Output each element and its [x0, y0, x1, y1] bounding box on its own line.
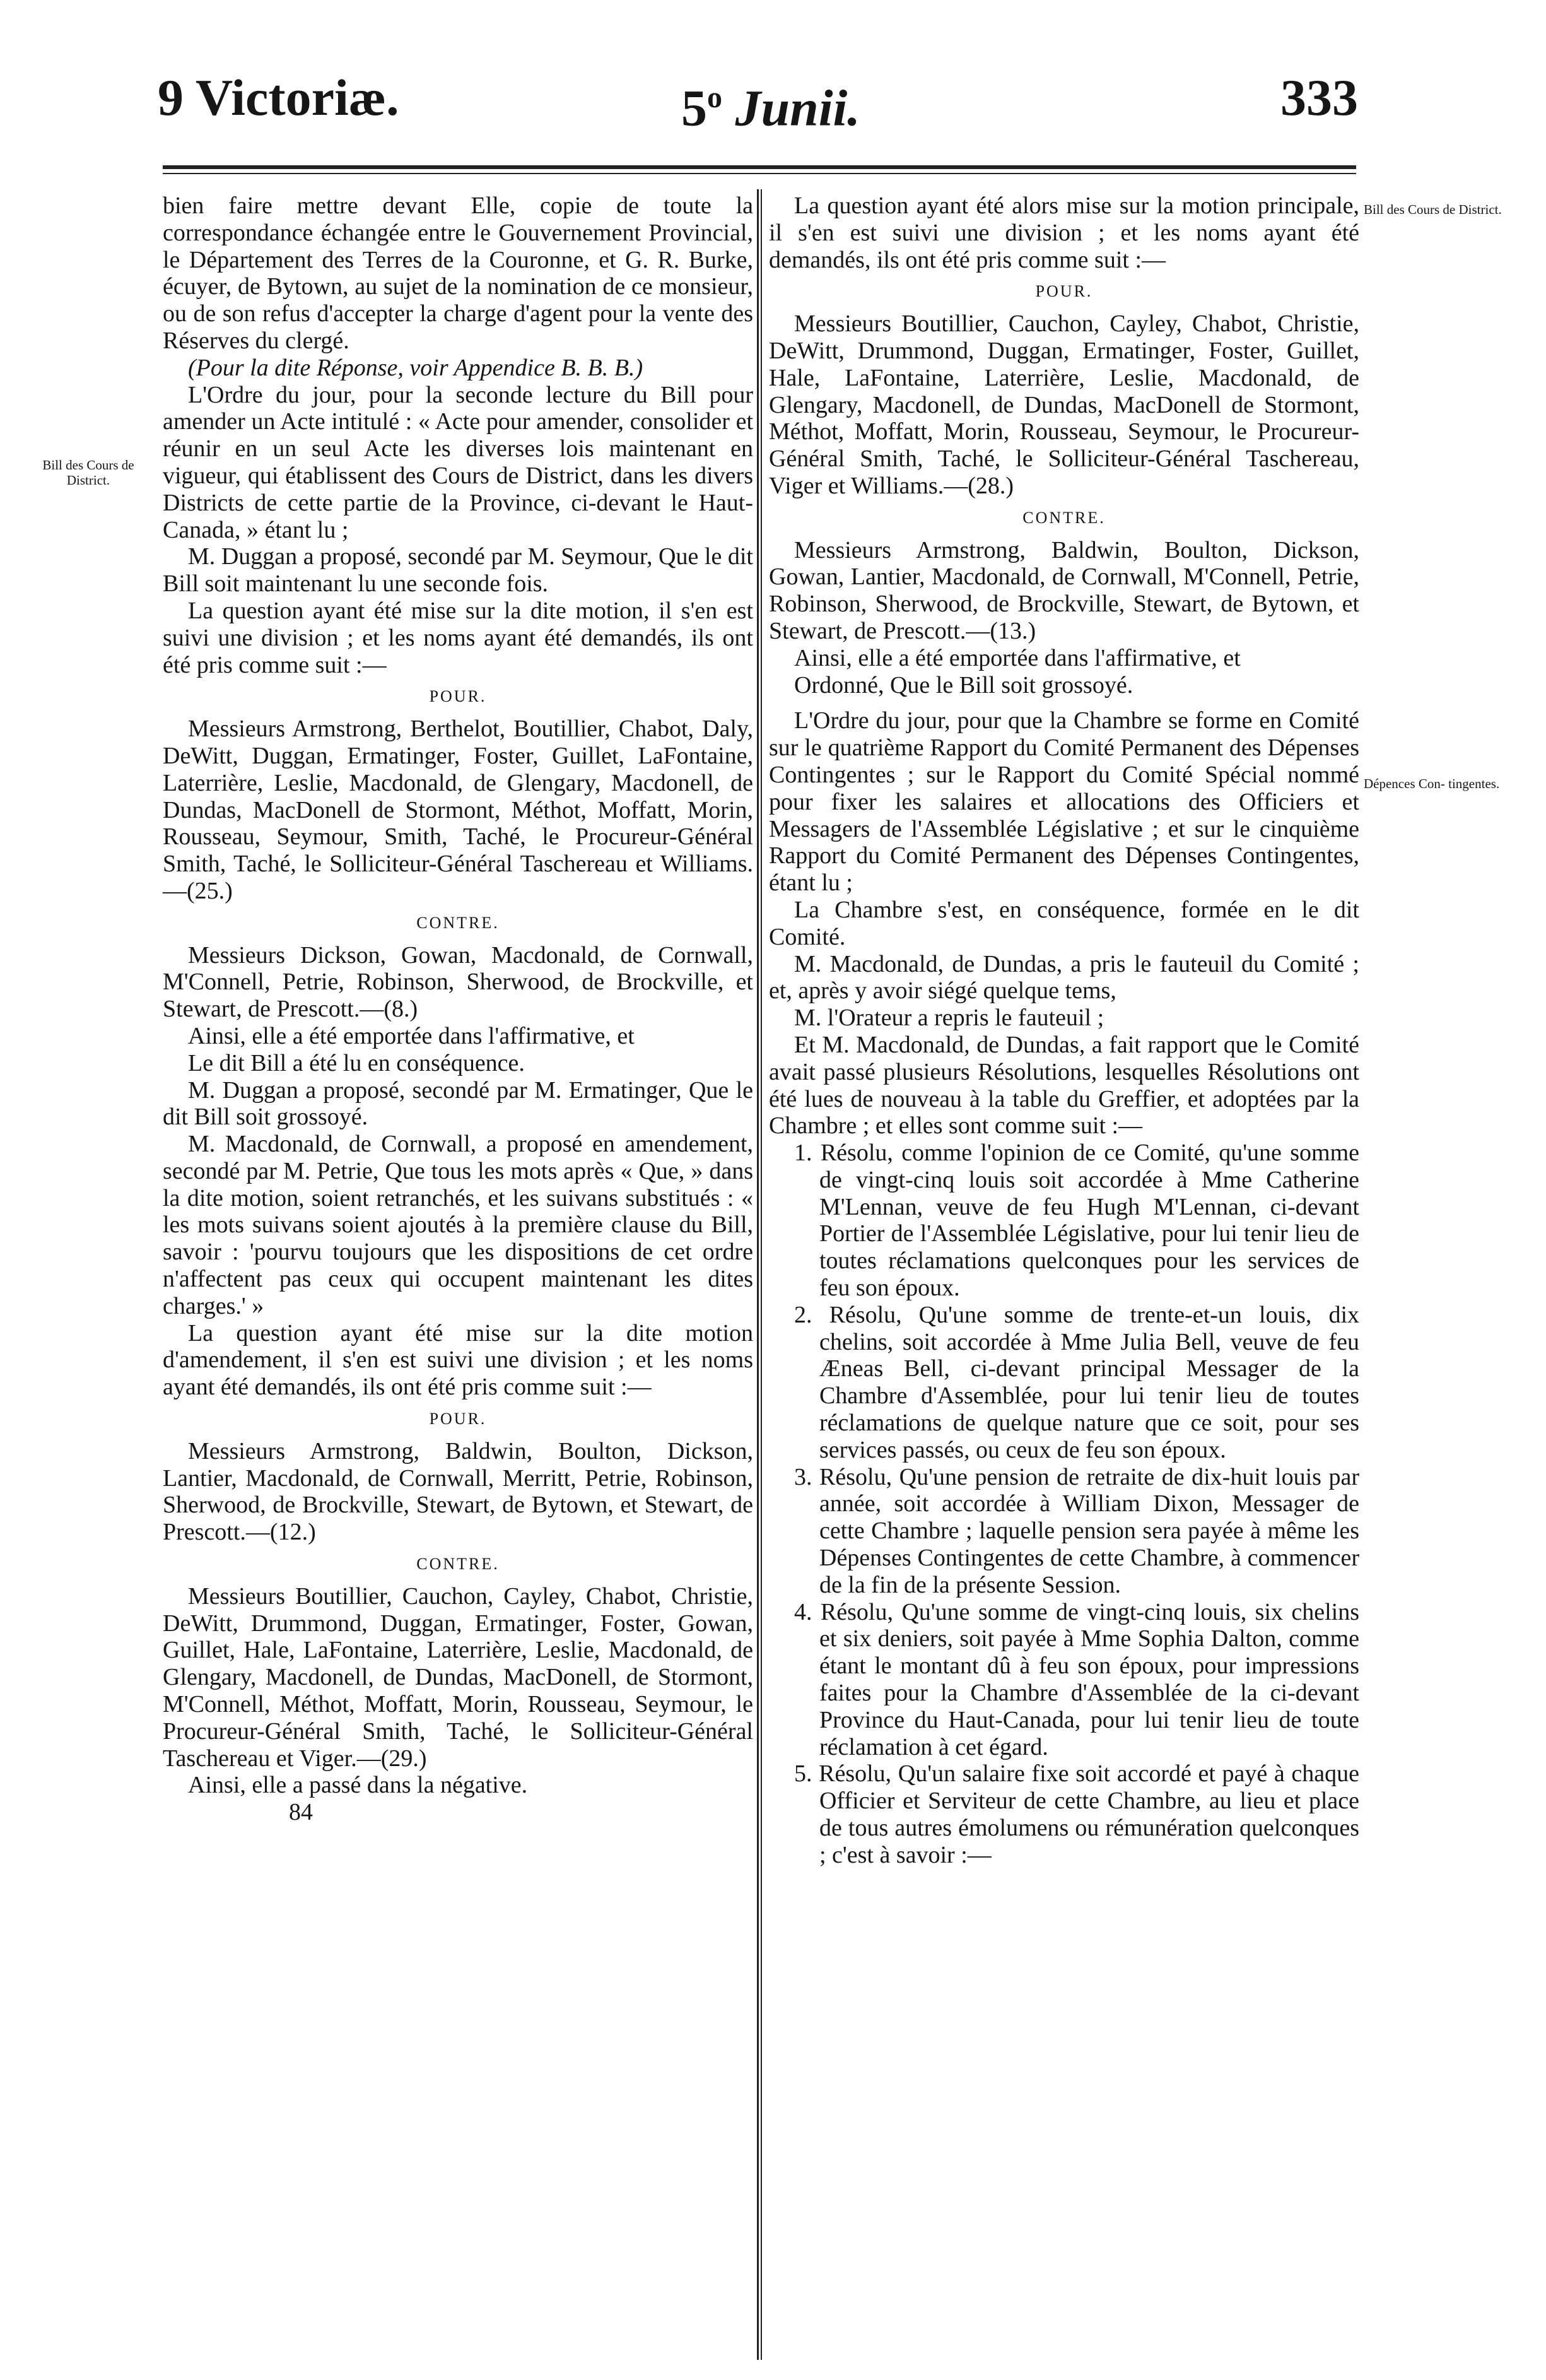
header-rule-thick [163, 165, 1356, 169]
paragraph: M. Duggan a proposé, secondé par M. Seymour, Que le dit Bill soit maintenant lu une seconde fois. [163, 543, 753, 598]
header-day: 5 [681, 79, 707, 137]
header-day-sup: o [707, 81, 722, 114]
paragraph-names: Messieurs Boutillier, Cauchon, Cayley, Chabot, Christie, DeWitt, Drummond, Duggan, Ermatinger, Foster, Gowan, Guillet, Hale, LaFontaine, Laterrière, Leslie, Macdonald, de Glengary, Macdonell, de Dundas, MacDonell, de Stormont, M'Connell, Méthot, Moffatt, Morin, Rousseau, Seymour, le Procureur-Général Smith, Taché, le Solliciteur-Général Taschereau et Viger.—(29.) [163, 1582, 753, 1772]
paragraph: bien faire mettre devant Elle, copie de toute la correspondance échangée entre le Gouvernement Provincial, le Département des Terres de la Couronne, et G. R. Burke, écuyer, de Bytown, au sujet de la nomination de ce monsieur, ou de son refus d'accepter la charge d'agent pour la vente des Réserves du clergé. [163, 192, 753, 354]
paragraph: L'Ordre du jour, pour la seconde lecture du Bill pour amender un Acte intitulé : « Acte pour amender, consolider et réunir en un seul Acte les diverses lois maintenant en vigueur, qui établissent des Cours de District, dans les divers Districts de cette partie de la Province, ci-devant le Haut-Canada, » étant lu ; [163, 381, 753, 543]
paragraph: M. Macdonald, de Cornwall, a proposé en amendement, secondé par M. Petrie, Que tous les mots après « Que, » dans la dite motion, soient retranchés, et les suivans substitués : « les mots suivans soient ajoutés à la première clause du Bill, savoir : 'pourvu toujours que les dispositions de cet ordre n'affectent pas ceux qui occupent maintenant les dites charges.' » [163, 1131, 753, 1319]
paragraph-reference: (Pour la dite Réponse, voir Appendice B. B. B.) [188, 354, 643, 381]
paragraph: Le dit Bill a été lu en conséquence. [188, 1049, 525, 1076]
paragraph: L'Ordre du jour, pour que la Chambre se forme en Comité sur le quatrième Rapport du Comité Permanent des Dépenses Contingentes ; sur le Rapport du Comité Spécial nommé pour fixer les salaires et allocations des Officiers et Messagers de l'Assemblée Législative ; et sur le cinquième Rapport du Comité Permanent des Dépenses Contingentes, étant lu ; [769, 707, 1359, 897]
paragraph: Ordonné, Que le Bill soit grossoyé. [794, 671, 1133, 698]
paragraph-names: Messieurs Boutillier, Cauchon, Cayley, Chabot, Christie, DeWitt, Drummond, Duggan, Ermatinger, Foster, Guillet, Hale, LaFontaine, Laterrière, Leslie, Macdonald, de Glengary, Macdonell, de Dundas, MacDonell de Stormont, Méthot, Moffatt, Morin, Rousseau, Seymour, le Procureur-Général Smith, Taché, le Solliciteur-Général Taschereau, Viger et Williams.—(28.) [769, 310, 1359, 499]
margin-note-bill-cours-right: Bill des Cours de District. [1364, 202, 1502, 217]
paragraph: Ainsi, elle a été emportée dans l'affirmative, et [188, 1022, 635, 1049]
paragraph: La question ayant été mise sur la dite motion, il s'en est suivi une division ; et les noms ayant été demandés, ils ont été pris comme suit :— [163, 597, 753, 678]
paragraph: La Chambre s'est, en conséquence, formée en le dit Comité. [769, 896, 1359, 950]
margin-note-bill-cours-left: Bill des Cours de District. [42, 457, 134, 488]
vote-heading-pour: POUR. [429, 687, 487, 706]
resolution-item: 5. Résolu, Qu'un salaire fixe soit accordé et payé à chaque Officier et Serviteur de cette Chambre, au lieu et place de tous autres émolumens ou rémunération quelconques ; c'est à savoir :— [794, 1760, 1359, 1868]
page-header [0, 0, 1546, 151]
resolution-item: 4. Résolu, Qu'une somme de vingt-cinq louis, six chelins et six deniers, soit payée à Mme Sophia Dalton, comme étant le montant dû à feu son époux, pour impressions faites pour la Chambre d'Assemblée de la ci-devant Province du Haut-Canada, pour lui tenir lieu de toute réclamation à cet égard. [794, 1598, 1359, 1760]
paragraph-names: Messieurs Armstrong, Baldwin, Boulton, Dickson, Gowan, Lantier, Macdonald, de Cornwall, M'Connell, Petrie, Robinson, Sherwood, de Brockville, Stewart, de Bytown, et Stewart, de Prescott.—(13.) [769, 536, 1359, 644]
column-separator-thin [761, 189, 762, 2360]
header-date [681, 69, 860, 136]
vote-heading-pour: POUR. [429, 1410, 487, 1429]
resolution-item: 3. Résolu, Qu'une pension de retraite de dix-huit louis par année, soit accordée à William Dixon, Messager de cette Chambre ; laquelle pension sera payée à même les Dépenses Contingentes de cette Chambre, à commencer de la fin de la présente Session. [794, 1463, 1359, 1598]
paragraph-names: Messieurs Dickson, Gowan, Macdonald, de Cornwall, M'Connell, Petrie, Robinson, Sherwood, de Brockville, et Stewart, de Prescott.—(8.) [163, 941, 753, 1023]
header-rule-thin [163, 173, 1356, 174]
paragraph: M. Macdonald, de Dundas, a pris le fauteuil du Comité ; et, après y avoir siégé quelque tems, [769, 950, 1359, 1004]
paragraph: M. Duggan a proposé, secondé par M. Ermatinger, Que le dit Bill soit grossoyé. [163, 1076, 753, 1131]
signature-mark: 84 [289, 1799, 313, 1826]
left-column [163, 192, 753, 1826]
paragraph: Ainsi, elle a été emportée dans l'affirmative, et [794, 644, 1241, 671]
resolution-item: 2. Résolu, Qu'une somme de trente-et-un louis, dix chelins, soit accordée à Mme Julia Bell, veuve de feu Æneas Bell, ci-devant principal Messager de la Chambre d'Assemblée, pour lui tenir lieu de toutes réclamations de quelque nature que ce soit, pour ses services passés, ou ceux de feu son époux. [794, 1301, 1359, 1463]
page-number: 333 [1280, 69, 1358, 126]
paragraph-names: Messieurs Armstrong, Berthelot, Boutillier, Chabot, Daly, DeWitt, Duggan, Ermatinger, Foster, Guillet, LaFontaine, Laterrière, Leslie, Macdonald, de Glengary, Macdonell, de Dundas, MacDonell de Stormont, Méthot, Moffatt, Morin, Rousseau, Seymour, Smith, Taché, le Procureur-Général Smith, Taché, le Solliciteur-Général Taschereau et Williams.—(25.) [163, 716, 753, 904]
header-month: Junii. [735, 79, 860, 137]
resolution-item: 1. Résolu, comme l'opinion de ce Comité, qu'une somme de vingt-cinq louis soit accordée à Mme Catherine M'Lennan, veuve de feu Hugh M'Lennan, ci-devant Portier de l'Assemblée Législative, pour lui tenir lieu de toutes réclamations quelconques pour les services de feu son époux. [794, 1140, 1359, 1302]
vote-heading-contre: CONTRE. [1022, 508, 1106, 527]
vote-heading-contre: CONTRE. [416, 1555, 500, 1574]
right-column [769, 192, 1359, 1869]
paragraph: La question ayant été mise sur la dite motion d'amendement, il s'en est suivi une division ; et les noms ayant été demandés, ils ont été pris comme suit :— [163, 1319, 753, 1401]
margin-note-depenses: Dépences Con- tingentes. [1364, 776, 1500, 791]
header-regnal-year: 9 Victoriæ. [158, 69, 399, 126]
paragraph: M. l'Orateur a repris le fauteuil ; [794, 1004, 1104, 1032]
vote-heading-pour: POUR. [1035, 282, 1093, 301]
paragraph-names: Messieurs Armstrong, Baldwin, Boulton, Dickson, Lantier, Macdonald, de Cornwall, Merritt, Petrie, Robinson, Sherwood, de Brockville, Stewart, de Bytown, et Stewart, de Prescott.—(12.) [163, 1437, 753, 1546]
paragraph: Et M. Macdonald, de Dundas, a fait rapport que le Comité avait passé plusieurs Résolutions, lesquelles Résolutions ont été lues de nouveau à la table du Greffier, et adoptées par la Chambre ; et elles sont comme suit :— [769, 1031, 1359, 1140]
paragraph: La question ayant été alors mise sur la motion principale, il s'en est suivi une division ; et les noms ayant été demandés, ils ont été pris comme suit :— [769, 192, 1359, 273]
paragraph: Ainsi, elle a passé dans la négative. [188, 1772, 528, 1799]
column-separator [757, 189, 759, 2360]
vote-heading-contre: CONTRE. [416, 913, 500, 932]
